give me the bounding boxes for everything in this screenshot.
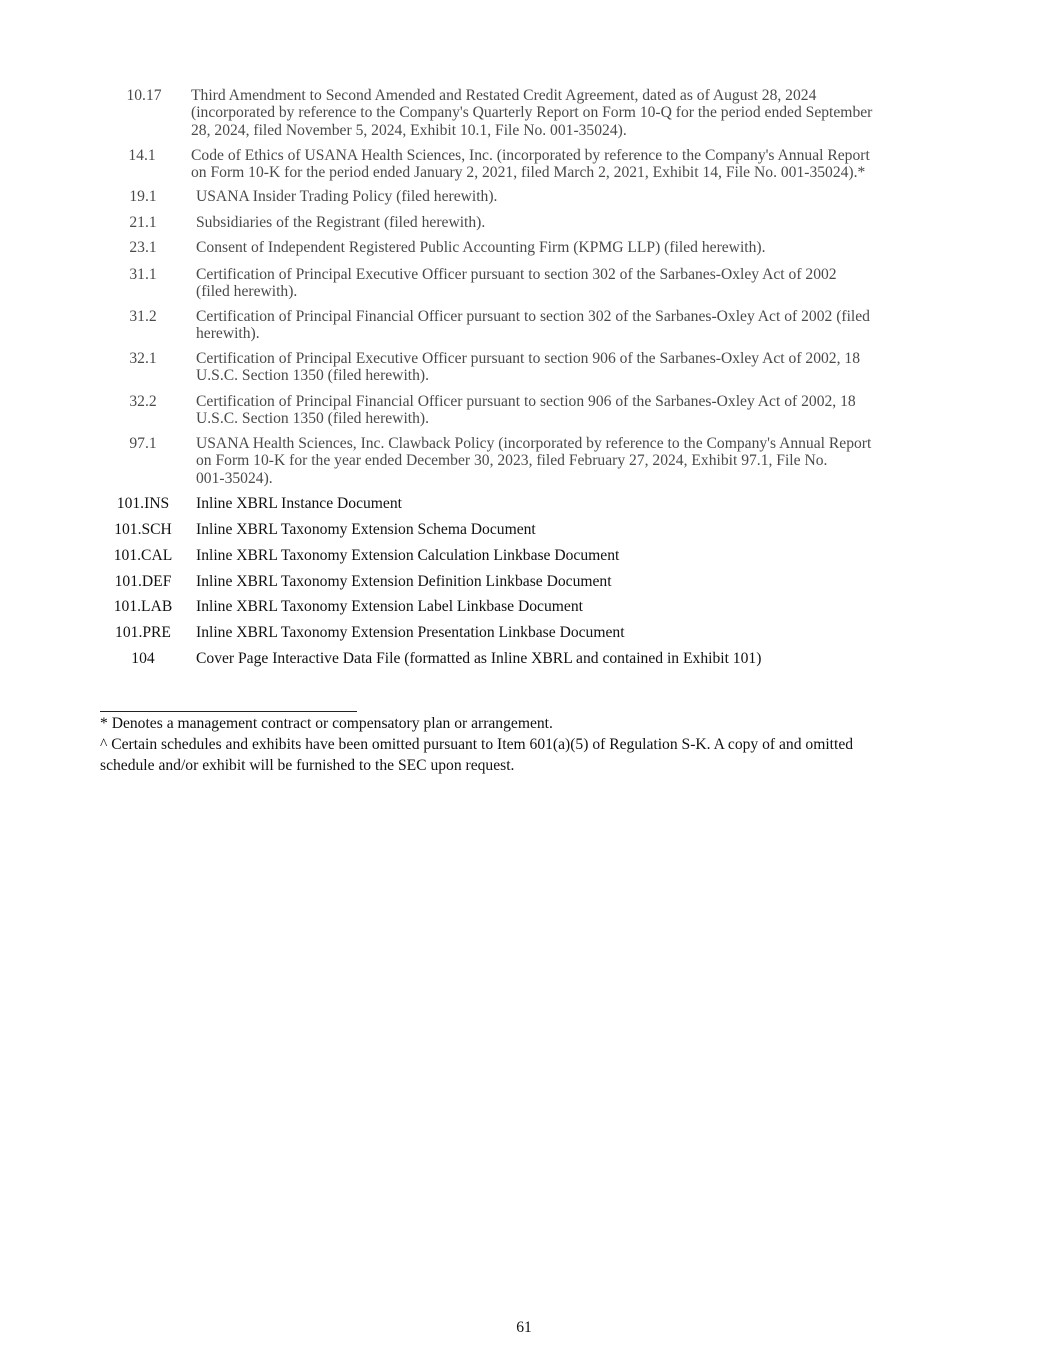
exhibit-description: Third Amendment to Second Amended and Restated Credit Agreement, dated as of August 28, 2024 (incorporated by reference to the Company's Quarterly Report on Form 10-Q for the period ended September 28, 2024, filed November 5, 2024, Exhibit 10.1, File No. 001-35024). — [191, 87, 873, 139]
exhibit-description: USANA Health Sciences, Inc. Clawback Policy (incorporated by reference to the Company's Annual Report on Form 10-K for the year ended December 30, 2023, filed February 27, 2024, Exhibit 97.1, File No. 001-35024). — [196, 435, 872, 487]
exhibit-number: 23.1 — [129, 239, 157, 256]
exhibit-number: 14.1 — [128, 147, 156, 164]
page-number: 61 — [516, 1319, 532, 1336]
exhibit-description: USANA Insider Trading Policy (filed herewith). — [196, 188, 498, 205]
exhibit-number: 21.1 — [129, 214, 157, 231]
exhibit-number: 32.1 — [129, 350, 157, 367]
footnote-management-contract: * Denotes a management contract or compensatory plan or arrangement. — [100, 715, 553, 732]
exhibit-description: Certification of Principal Executive Officer pursuant to section 302 of the Sarbanes-Oxley Act of 2002 (filed herewith). — [196, 266, 837, 301]
exhibit-description: Inline XBRL Taxonomy Extension Calculation Linkbase Document — [196, 547, 620, 564]
exhibit-description: Consent of Independent Registered Public Accounting Firm (KPMG LLP) (filed herewith). — [196, 239, 766, 256]
exhibit-description: Inline XBRL Taxonomy Extension Presentation Linkbase Document — [196, 624, 625, 641]
exhibit-number: 101.SCH — [114, 521, 172, 538]
exhibit-number: 101.PRE — [115, 624, 171, 641]
exhibit-description: Certification of Principal Financial Officer pursuant to section 302 of the Sarbanes-Oxley Act of 2002 (filed herewith). — [196, 308, 870, 343]
exhibit-description: Certification of Principal Executive Officer pursuant to section 906 of the Sarbanes-Oxley Act of 2002, 18 U.S.C. Section 1350 (filed herewith). — [196, 350, 860, 385]
exhibit-number: 32.2 — [129, 393, 157, 410]
exhibit-description: Code of Ethics of USANA Health Sciences, Inc. (incorporated by reference to the Company's Annual Report on Form 10-K for the period ended January 2, 2021, filed March 2, 2021, Exhibit 14, File No. 001-35024).* — [191, 147, 870, 182]
exhibit-number: 101.CAL — [113, 547, 173, 564]
exhibit-description: Inline XBRL Taxonomy Extension Schema Document — [196, 521, 536, 538]
exhibit-number: 31.1 — [129, 266, 157, 283]
exhibit-number: 104 — [131, 650, 155, 667]
exhibit-description: Cover Page Interactive Data File (formatted as Inline XBRL and contained in Exhibit 101) — [196, 650, 762, 667]
footnote-divider — [100, 711, 357, 712]
exhibit-description: Subsidiaries of the Registrant (filed herewith). — [196, 214, 486, 231]
exhibit-number: 101.DEF — [114, 573, 172, 590]
exhibit-number: 101.LAB — [113, 598, 173, 615]
exhibit-number: 10.17 — [126, 87, 162, 104]
exhibit-description: Inline XBRL Taxonomy Extension Label Linkbase Document — [196, 598, 583, 615]
exhibit-description: Inline XBRL Instance Document — [196, 495, 402, 512]
exhibit-number: 31.2 — [129, 308, 157, 325]
footnote-omitted-schedules: ^ Certain schedules and exhibits have been omitted pursuant to Item 601(a)(5) of Regulation S-K. A copy of and omitted schedule and/or exhibit will be furnished to the SEC upon request. — [100, 736, 854, 774]
exhibit-number: 101.INS — [116, 495, 170, 512]
exhibit-number: 97.1 — [129, 435, 157, 452]
exhibit-description: Certification of Principal Financial Officer pursuant to section 906 of the Sarbanes-Oxley Act of 2002, 18 U.S.C. Section 1350 (filed herewith). — [196, 393, 856, 428]
exhibit-description: Inline XBRL Taxonomy Extension Definition Linkbase Document — [196, 573, 612, 590]
exhibit-number: 19.1 — [129, 188, 157, 205]
